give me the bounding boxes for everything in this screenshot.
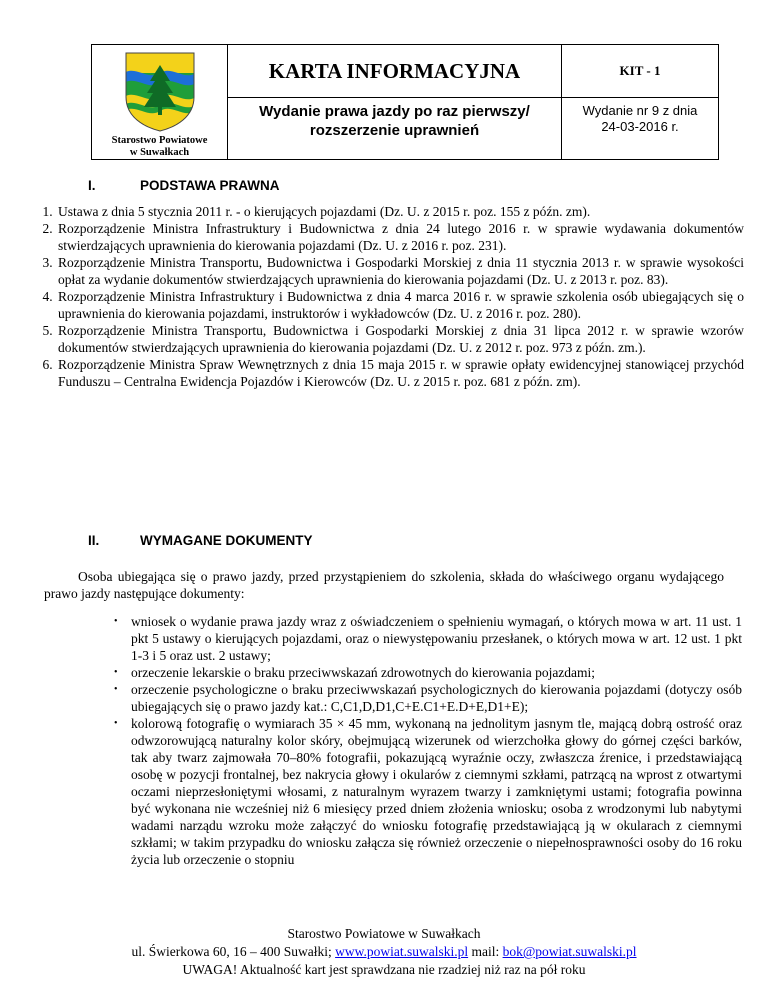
list-item: 2. Rozporządzenie Ministra Infrastruktury i Budownictwa z dnia 24 lutego 2016 r. w sprawie wydawania dokumentów stwierdzających uprawnienia do kierowania pojazdami (Dz. U. z 2016 r. poz. 231). — [56, 220, 744, 254]
documents-intro: Osoba ubiegająca się o prawo jazdy, przed przystąpieniem do szkolenia, składa do właściwego organu wydającego prawo jazdy następujące dokumenty: — [44, 569, 724, 601]
card-code: KIT - 1 — [619, 63, 661, 78]
list-item: 1. Ustawa z dnia 5 stycznia 2011 r. - o kierujących pojazdami (Dz. U. z 2015 r. poz. 155 z późn. zm). — [56, 203, 744, 220]
section-label: WYMAGANE DOKUMENTY — [140, 533, 313, 548]
edition-info — [562, 98, 718, 158]
list-item: • orzeczenie lekarskie o braku przeciwwskazań zdrowotnych do kierowania pojazdami; — [131, 664, 742, 681]
list-item: 3. Rozporządzenie Ministra Transportu, Budownictwa i Gospodarki Morskiej z dnia 11 stycznia 2013 r. w sprawie wysokości opłat za wydanie dokumentów stwierdzających uprawnienia do kierowania pojazdami (Dz. U. z 2013 r. poz. 83). — [56, 254, 744, 288]
coat-of-arms-logo — [124, 51, 196, 133]
website-link[interactable]: www.powiat.suwalski.pl — [335, 944, 469, 959]
footer-address: ul. Świerkowa 60, 16 – 400 Suwałki; — [131, 944, 336, 959]
logo-cell — [92, 45, 227, 159]
list-item: 6. Rozporządzenie Ministra Spraw Wewnętrznych z dnia 15 maja 2015 r. w sprawie opłaty ewidencyjnej stanowiącej przychód Funduszu – Centralna Ewidencja Pojazdów i Kierowców (Dz. U. z 2015 r. poz. 681 z późn. zm). — [56, 356, 744, 390]
mail-label: mail: — [468, 944, 503, 959]
header-table — [91, 44, 719, 160]
office-name — [92, 135, 227, 159]
legal-basis-list — [36, 203, 744, 390]
subject-line2: rozszerzenie uprawnień — [309, 122, 480, 139]
section-number: I. — [88, 178, 96, 193]
list-item: 4. Rozporządzenie Ministra Infrastruktury i Budownictwa z dnia 4 marca 2016 r. w sprawie szkolenia osób ubiegających się o uprawnienia do kierowania pojazdami, instruktorów i wykładowców (Dz. U. z 2016 r. poz. 280). — [56, 288, 744, 322]
footer-notice: UWAGA! Aktualność kart jest sprawdzana nie rzadziej niż raz na pół roku — [182, 962, 586, 977]
edition-line2: 24-03-2016 r. — [601, 119, 679, 134]
card-title: KARTA INFORMACYJNA — [268, 58, 521, 83]
section-number: II. — [88, 533, 100, 548]
email-link[interactable]: bok@powiat.suwalski.pl — [502, 944, 637, 959]
edition-line1: Wydanie nr 9 z dnia — [582, 103, 698, 118]
subject-line1: Wydanie prawa jazdy po raz pierwszy/ — [259, 103, 530, 120]
required-documents-list — [113, 613, 742, 868]
card-subject — [228, 98, 561, 158]
section-label: PODSTAWA PRAWNA — [140, 178, 280, 193]
list-item: 5. Rozporządzenie Ministra Transportu, Budownictwa i Gospodarki Morskiej z dnia 31 lipca 2012 r. w sprawie wzorów dokumentów stwierdzających uprawnienia do kierowania pojazdami (Dz. U. z 2012 r. poz. 973 z późn. zm.). — [56, 322, 744, 356]
office-line2: w Suwałkach — [129, 147, 190, 158]
footer-office: Starostwo Powiatowe w Suwałkach — [287, 926, 481, 941]
office-line1: Starostwo Powiatowe — [111, 135, 208, 146]
footer-contact — [0, 943, 768, 960]
list-item: • kolorową fotografię o wymiarach 35 × 45 mm, wykonaną na jednolitym jasnym tle, mającą dobrą ostrość oraz odwzorowującą naturalny kolor skóry, obejmującą wizerunek od wierzchołka głowy do górnej części barków, tak aby twarz zajmowała 70–80% fotografii, pokazującą wyraźnie oczy, zwłaszcza źrenice, i przedstawiającą osobę w pozycji frontalnej, bez nakrycia głowy i okularów z ciemnymi szkłami, patrzącą na wprost z otwartymi oczami nieprzesłoniętymi włosami, z naturalnym wyrazem twarzy i zamkniętymi ustami; fotografia powinna być wykonana nie wcześniej niż 6 miesięcy przed dniem złożenia wniosku; osoba z wrodzonymi lub nabytymi wadami narządu wzroku może załączyć do wniosku fotografię przedstawiającą ją w okularach z ciemnymi szkłami; w takim przypadku do wniosku załącza się również orzeczenie o niepełnosprawności osoby do 16 roku życia lub orzeczenie o stopniu — [131, 715, 742, 868]
list-item: • wniosek o wydanie prawa jazdy wraz z oświadczeniem o spełnieniu wymagań, o których mowa w art. 11 ust. 1 pkt 5 ustawy o kierujących pojazdami, oraz o niewystępowaniu przesłanek, o których mowa w art. 12 ust. 1 pkt 1-3 i 5 oraz ust. 2 ustawy; — [131, 613, 742, 664]
list-item: • orzeczenie psychologiczne o braku przeciwwskazań psychologicznych do kierowania pojazdami (dotyczy osób ubiegających się o prawo jazdy kat.: C,C1,D,D1,C+E.C1+E.D+E,D1+E); — [131, 681, 742, 715]
